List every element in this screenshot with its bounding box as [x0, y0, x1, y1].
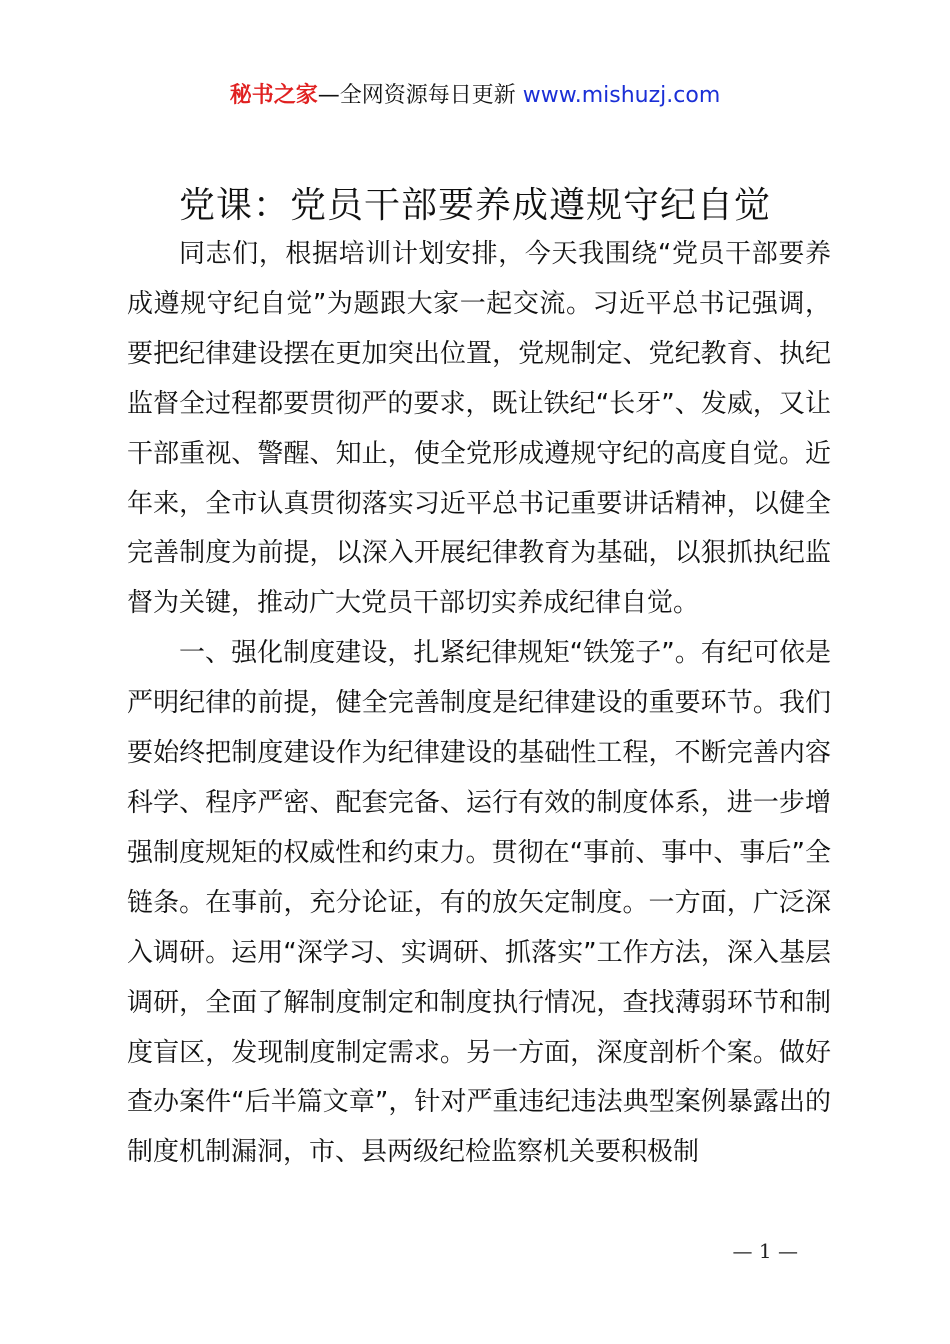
site-url-link[interactable]: www.mishuzj.com	[522, 83, 721, 108]
paragraph-intro: 同志们，根据培训计划安排，今天我围绕“党员干部要养成遵规守纪自觉”为题跟大家一起交流。习近平总书记强调，要把纪律建设摆在更加突出位置，党规制定、党纪教育、执纪监督全过程都要贯彻严的要求，既让铁纪“长牙”、发威，又让干部重视、警醒、知止，使全党形成遵规守纪的高度自觉。近年来，全市认真贯彻落实习近平总书记重要讲话精神，以健全完善制度为前提，以深入开展纪律教育为基础，以狠抓执纪监督为关键，推动广大党员干部切实养成纪律自觉。	[127, 239, 831, 619]
document-body	[127, 230, 831, 1178]
brand-name: 秘书之家	[229, 83, 318, 108]
document-title: 党课：党员干部要养成遵规守纪自觉	[178, 185, 771, 226]
page-number: — 1 —	[732, 1239, 798, 1263]
paragraph-section-one: 一、强化制度建设，扎紧纪律规矩“铁笼子”。有纪可依是严明纪律的前提，健全完善制度是纪律建设的重要环节。我们要始终把制度建设作为纪律建设的基础性工程，不断完善内容科学、程序严密、配套完备、运行有效的制度体系，进一步增强制度规矩的权威性和约束力。贯彻在“事前、事中、事后”全链条。在事前，充分论证，有的放矢定制度。一方面，广泛深入调研。运用“深学习、实调研、抓落实”工作方法，深入基层调研，全面了解制度制定和制度执行情况，查找薄弱环节和制度盲区，发现制度制定需求。另一方面，深度剖析个案。做好查办案件“后半篇文章”，针对严重违纪违法典型案例暴露出的制度机制漏洞，市、县两级纪检监察机关要积极制	[127, 638, 831, 1168]
header-tagline: —全网资源每日更新	[317, 83, 516, 108]
site-header	[0, 78, 950, 114]
